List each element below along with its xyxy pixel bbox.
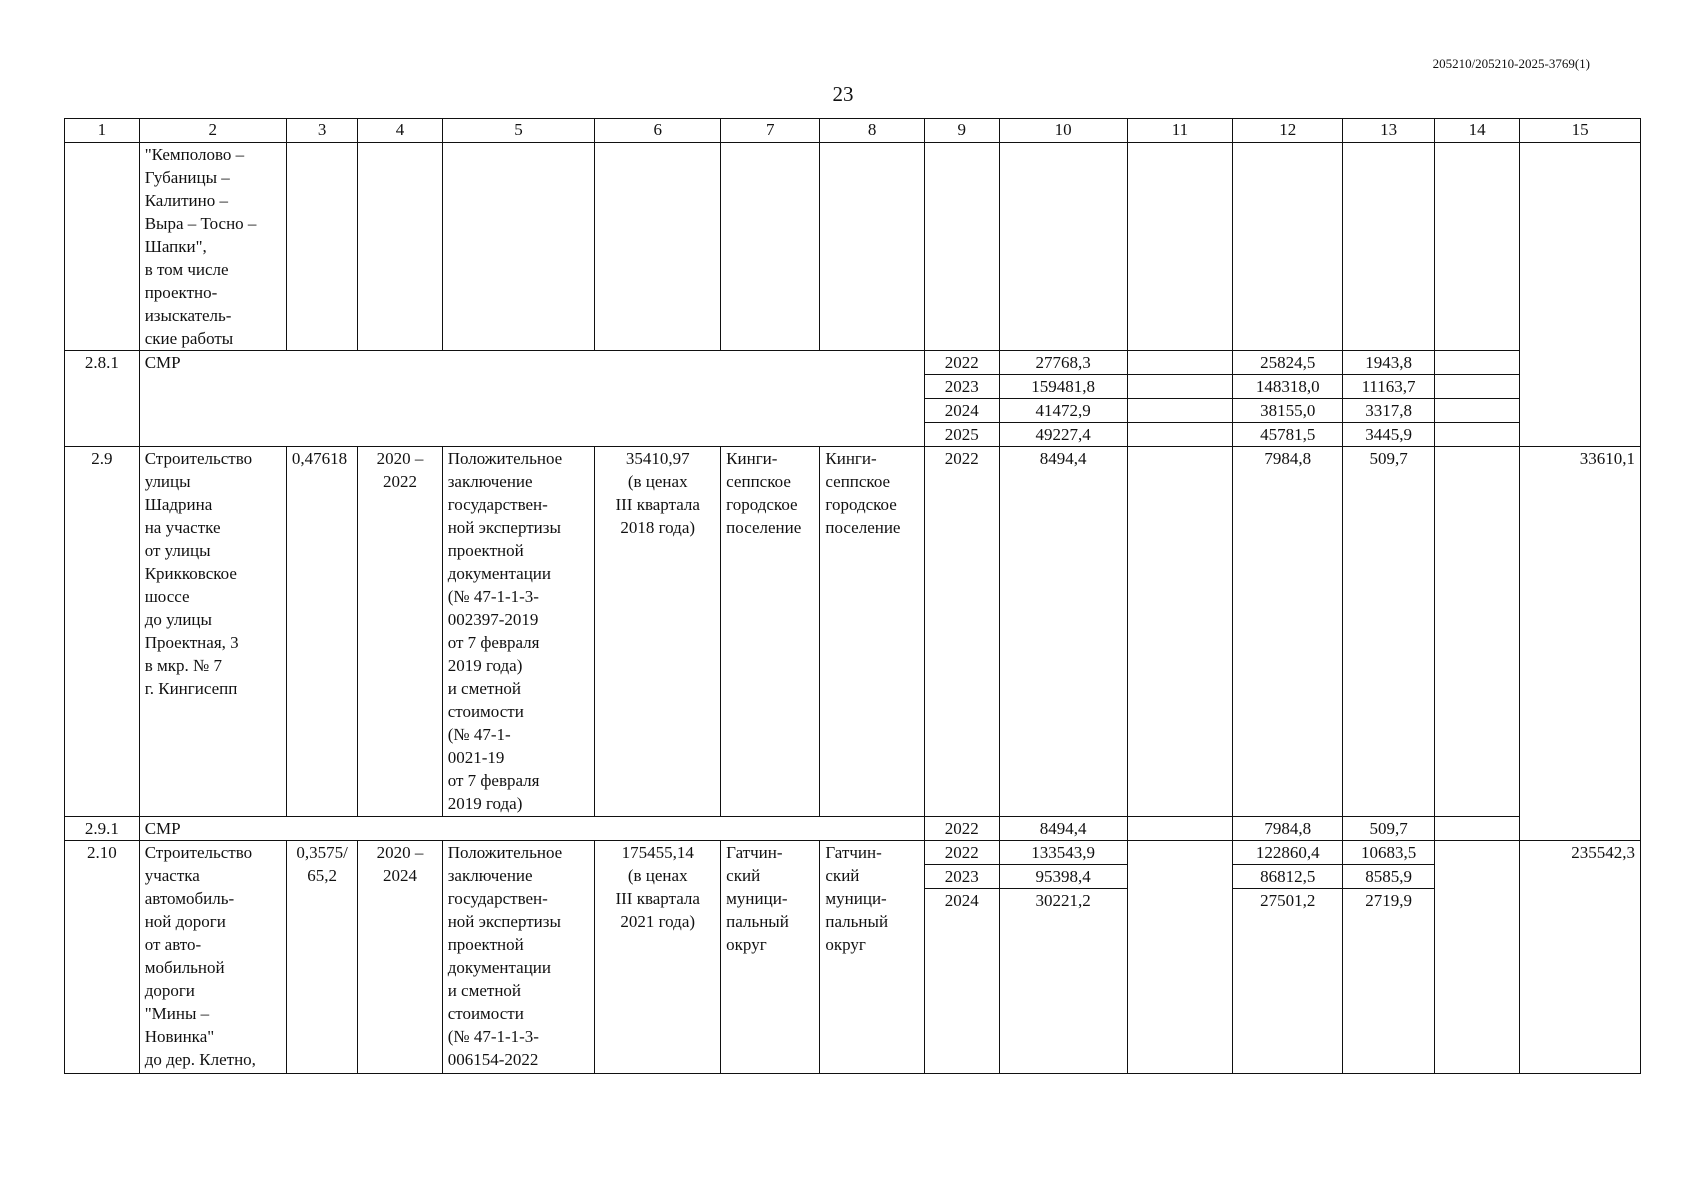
col13-cell: 3445,9: [1343, 423, 1435, 447]
year-cell: 2024: [924, 889, 999, 1074]
document-cell: Положительное заключение государствен- ной экспертизы проектной документации и сметной стоимости (№ 47-1-1-3- 006154-2022: [442, 841, 595, 1074]
owner-cell: Кинги- сеппское городское поселение: [820, 447, 925, 817]
table-row: [65, 351, 1641, 375]
row-number: 2.8.1: [65, 351, 140, 447]
col12-cell: 122860,4: [1233, 841, 1343, 865]
row-number: 2.9: [65, 447, 140, 817]
total-cell: 27768,3: [999, 351, 1127, 375]
capacity-cell: 0,47618: [286, 447, 357, 817]
object-name: Строительство участка автомобиль- ной дороги от авто- мобильной дороги "Мины – Новинка" до дер. Клетно,: [139, 841, 286, 1074]
program-table: [64, 118, 1641, 1074]
table-row: [65, 447, 1641, 817]
row-label: СМР: [139, 351, 924, 447]
year-cell: 2023: [924, 865, 999, 889]
col12-cell: 7984,8: [1233, 817, 1343, 841]
customer-cell: Гатчин- ский муници- пальный округ: [721, 841, 820, 1074]
column-header: 3: [286, 119, 357, 143]
col15-cell: 235542,3: [1520, 841, 1641, 1074]
column-header: 4: [358, 119, 442, 143]
col12-cell: 25824,5: [1233, 351, 1343, 375]
col13-cell: 11163,7: [1343, 375, 1435, 399]
cost-cell: 35410,97 (в ценах III квартала 2018 года): [595, 447, 721, 817]
col13-cell: 509,7: [1343, 817, 1435, 841]
column-header: 15: [1520, 119, 1641, 143]
period-cell: 2020 – 2022: [358, 447, 442, 817]
table-row: [65, 841, 1641, 865]
page-number: 23: [832, 82, 854, 106]
cost-cell: 175455,14 (в ценах III квартала 2021 года): [595, 841, 721, 1074]
col12-cell: 45781,5: [1233, 423, 1343, 447]
column-header: 13: [1343, 119, 1435, 143]
col12-cell: 86812,5: [1233, 865, 1343, 889]
table-row: [65, 143, 1641, 351]
period-cell: 2020 – 2024: [358, 841, 442, 1074]
column-header: 10: [999, 119, 1127, 143]
total-cell: 8494,4: [999, 817, 1127, 841]
col12-cell: 148318,0: [1233, 375, 1343, 399]
col15-cell: 33610,1: [1520, 447, 1641, 841]
col13-cell: 8585,9: [1343, 865, 1435, 889]
column-header: 6: [595, 119, 721, 143]
document-id: 205210/205210-2025-3769(1): [1432, 56, 1590, 71]
col13-cell: 509,7: [1343, 447, 1435, 817]
table-row: [65, 817, 1641, 841]
column-header: 1: [65, 119, 140, 143]
row-label: СМР: [139, 817, 924, 841]
column-header: 2: [139, 119, 286, 143]
column-header: 12: [1233, 119, 1343, 143]
col13-cell: 3317,8: [1343, 399, 1435, 423]
col12-cell: 38155,0: [1233, 399, 1343, 423]
total-cell: 133543,9: [999, 841, 1127, 865]
object-name: Строительство улицы Шадрина на участке от улицы Крикковское шоссе до улицы Проектная, 3 в мкр. № 7 г. Кингисепп: [139, 447, 286, 817]
owner-cell: Гатчин- ский муници- пальный округ: [820, 841, 925, 1074]
column-header: 11: [1127, 119, 1233, 143]
col13-cell: 10683,5: [1343, 841, 1435, 865]
year-cell: 2023: [924, 375, 999, 399]
total-cell: 8494,4: [999, 447, 1127, 817]
col12-cell: 7984,8: [1233, 447, 1343, 817]
column-header: 14: [1434, 119, 1519, 143]
document-cell: Положительное заключение государствен- ной экспертизы проектной документации (№ 47-1-1-3- 002397-2019 от 7 февраля 2019 года) и сметной стоимости (№ 47-1- 0021-19 от 7 февраля 2019 года): [442, 447, 595, 817]
total-cell: 159481,8: [999, 375, 1127, 399]
year-cell: 2022: [924, 351, 999, 375]
year-cell: 2025: [924, 423, 999, 447]
row-number: 2.10: [65, 841, 140, 1074]
col12-cell: 27501,2: [1233, 889, 1343, 1074]
column-header: 9: [924, 119, 999, 143]
column-header: 8: [820, 119, 925, 143]
column-header: 7: [721, 119, 820, 143]
capacity-cell: 0,3575/ 65,2: [286, 841, 357, 1074]
object-name: "Кемполово – Губаницы – Калитино – Выра – Тосно – Шапки", в том числе проектно- изыскатель- ские работы: [139, 143, 286, 351]
year-cell: 2022: [924, 841, 999, 865]
customer-cell: Кинги- сеппское городское поселение: [721, 447, 820, 817]
year-cell: 2024: [924, 399, 999, 423]
year-cell: 2022: [924, 817, 999, 841]
column-header: 5: [442, 119, 595, 143]
col13-cell: 2719,9: [1343, 889, 1435, 1074]
total-cell: 41472,9: [999, 399, 1127, 423]
col13-cell: 1943,8: [1343, 351, 1435, 375]
total-cell: 30221,2: [999, 889, 1127, 1074]
total-cell: 95398,4: [999, 865, 1127, 889]
total-cell: 49227,4: [999, 423, 1127, 447]
row-number: 2.9.1: [65, 817, 140, 841]
year-cell: 2022: [924, 447, 999, 817]
column-number-row: [65, 119, 1641, 143]
